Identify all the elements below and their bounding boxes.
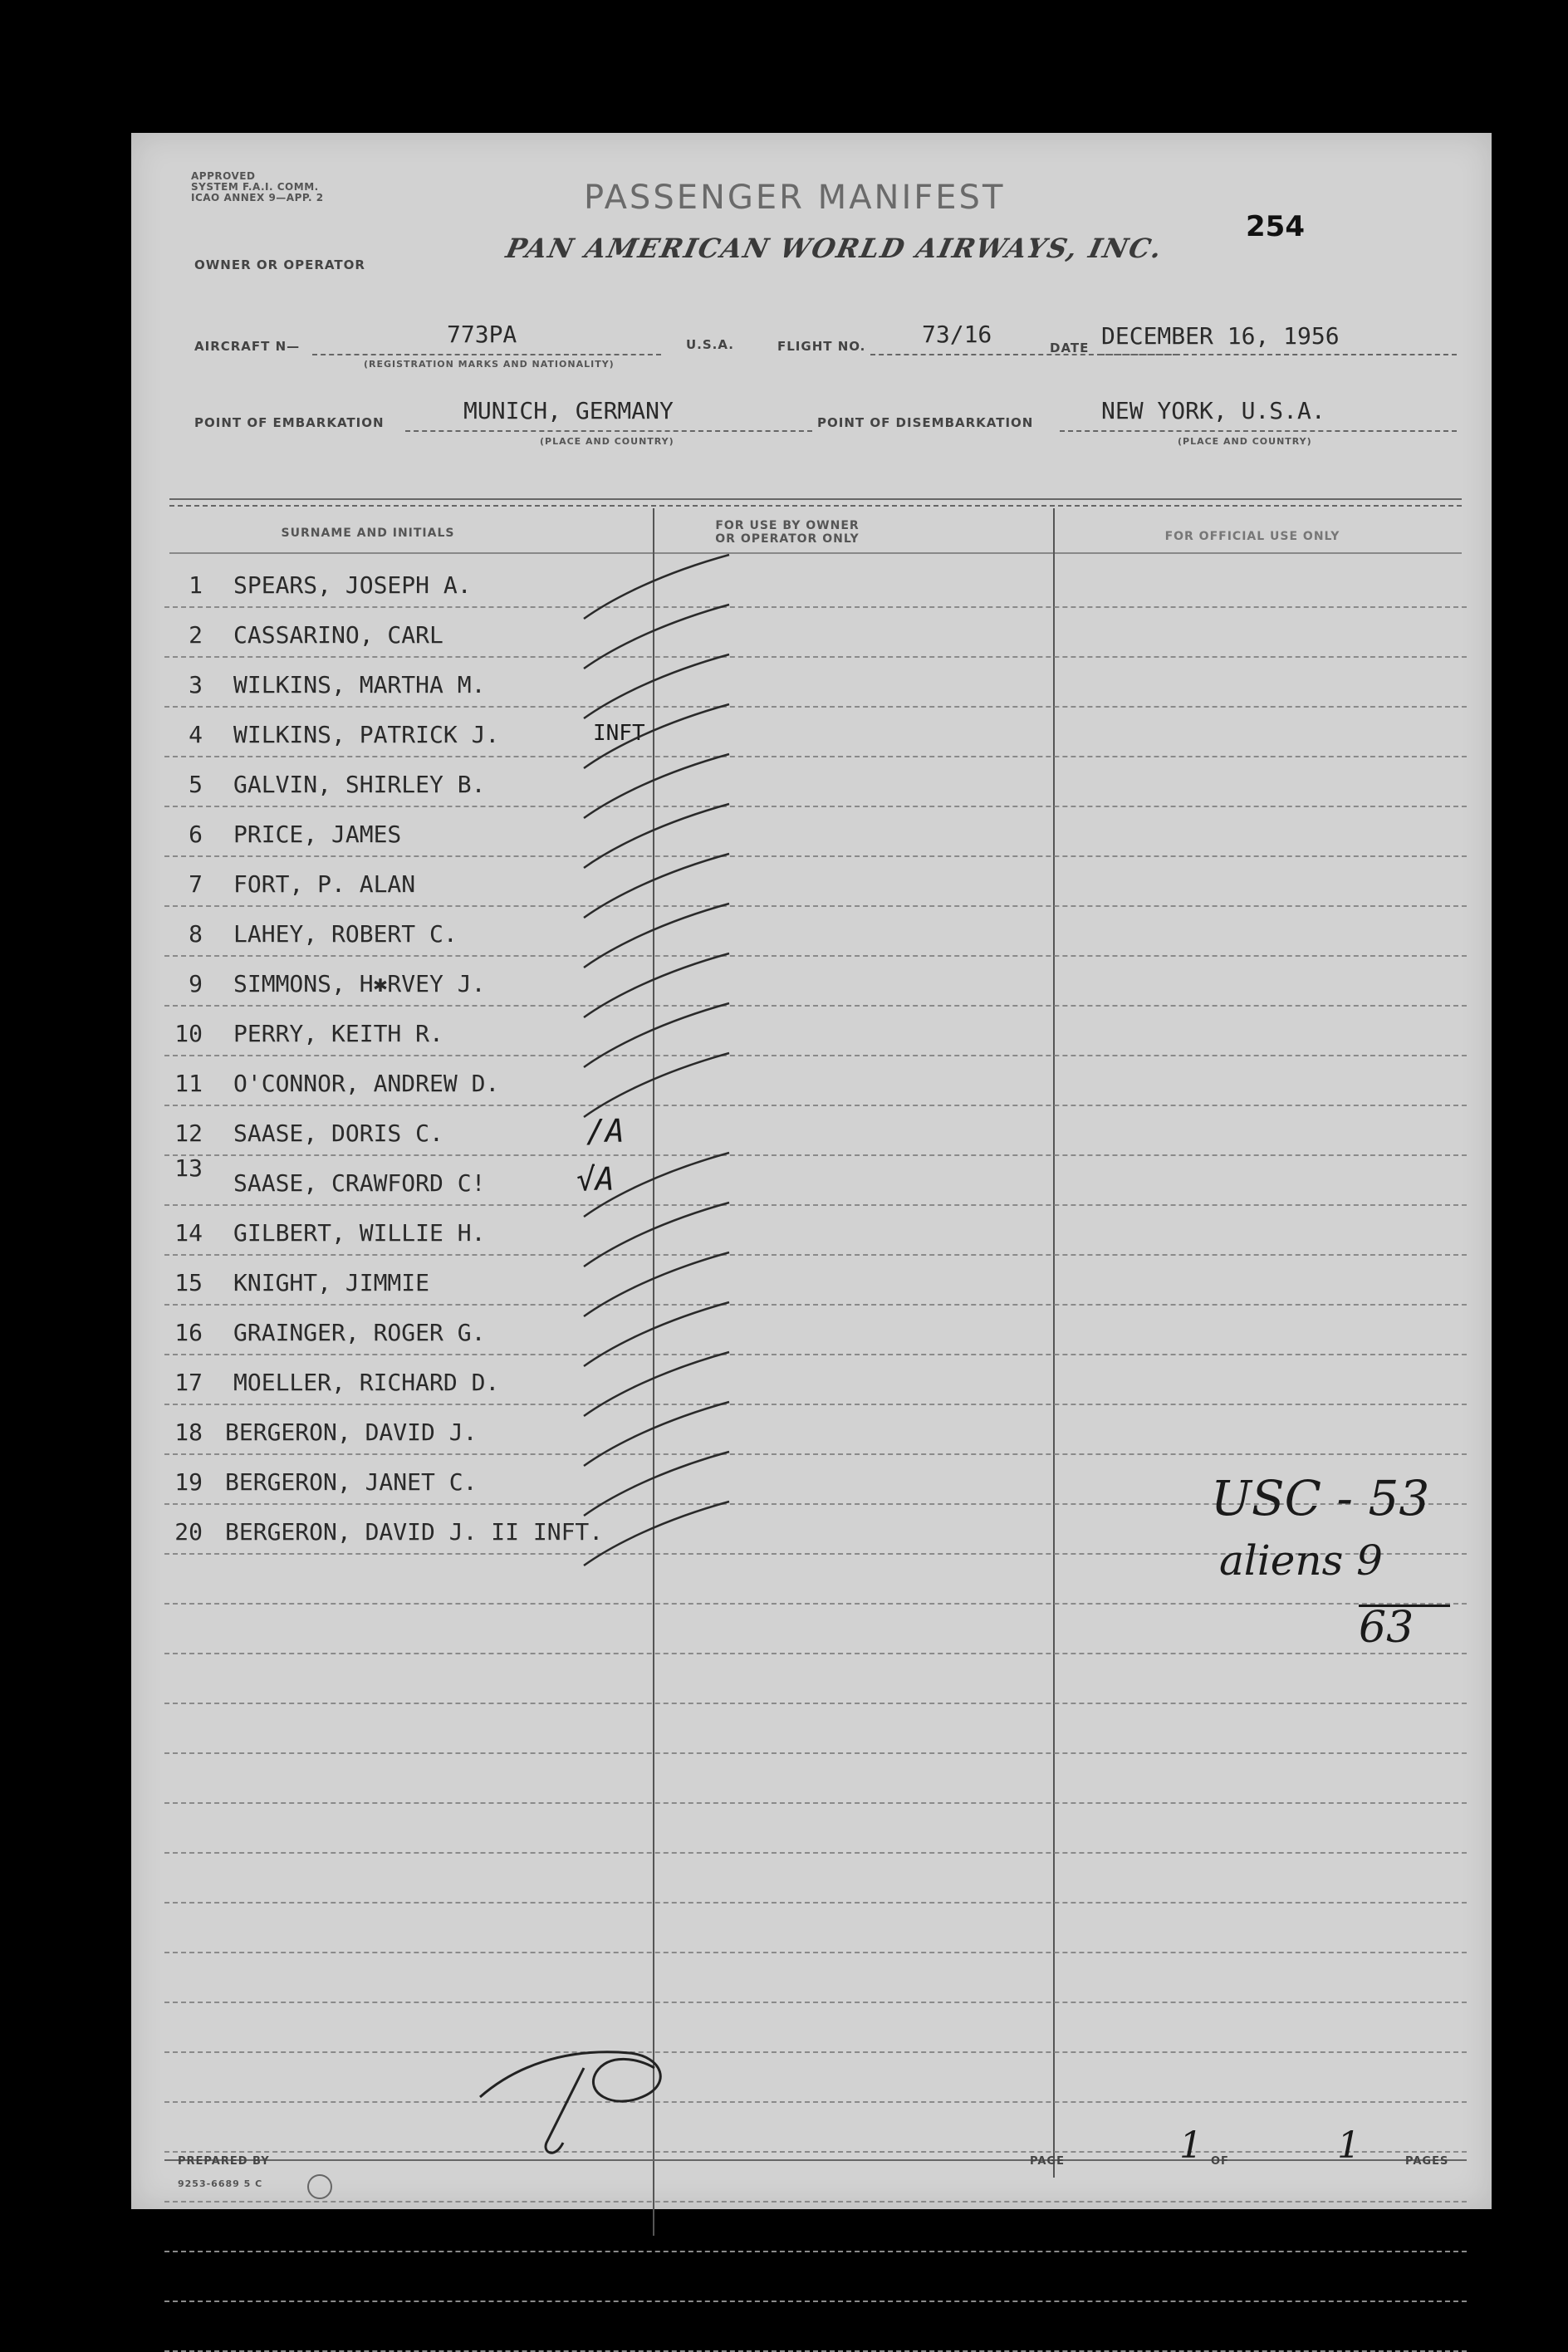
passenger-note: /A bbox=[586, 1113, 625, 1149]
passenger-number: 18 bbox=[174, 1419, 203, 1446]
passenger-name: WILKINS, MARTHA M. bbox=[233, 671, 486, 698]
passenger-name: SIMMONS, H✱RVEY J. bbox=[233, 970, 486, 997]
passenger-name: CASSARINO, CARL bbox=[233, 621, 443, 649]
passenger-name: PRICE, JAMES bbox=[233, 821, 402, 848]
passenger-number: 16 bbox=[174, 1319, 203, 1346]
passenger-name: BERGERON, DAVID J. II INFT. bbox=[225, 1518, 604, 1546]
embarkation-sublabel: (PLACE AND COUNTRY) bbox=[540, 436, 674, 447]
row-rule bbox=[164, 2251, 1467, 2252]
passenger-name: SAASE, CRAWFORD C! bbox=[233, 1169, 486, 1197]
passenger-name: SAASE, DORIS C. bbox=[233, 1120, 443, 1147]
passenger-name: BERGERON, JANET C. bbox=[225, 1468, 478, 1496]
embarkation-point: MUNICH, GERMANY bbox=[463, 397, 674, 424]
passenger-number: 17 bbox=[174, 1369, 203, 1396]
passenger-name: GRAINGER, ROGER G. bbox=[233, 1319, 486, 1346]
passenger-number: 2 bbox=[189, 621, 203, 649]
passenger-number: 3 bbox=[189, 671, 203, 698]
passenger-name: O'CONNOR, ANDREW D. bbox=[233, 1070, 500, 1097]
passenger-name: BERGERON, DAVID J. bbox=[225, 1419, 478, 1446]
union-seal-icon bbox=[307, 2174, 332, 2199]
passenger-note: INFT bbox=[593, 721, 645, 746]
tally-total: 63 bbox=[1359, 1603, 1414, 1653]
date-label: DATE bbox=[1050, 341, 1090, 355]
pages-label: PAGES bbox=[1405, 2155, 1449, 2168]
passenger-number: 5 bbox=[189, 771, 203, 798]
passenger-number: 12 bbox=[174, 1120, 203, 1147]
row-rule bbox=[164, 2301, 1467, 2302]
page-number: 254 bbox=[1246, 210, 1305, 243]
passenger-name: LAHEY, ROBERT C. bbox=[233, 920, 458, 948]
flight-date: DECEMBER 16, 1956 bbox=[1101, 322, 1340, 350]
official-use-column-header: FOR OFFICIAL USE ONLY bbox=[1164, 530, 1340, 543]
owner-label: OWNER OR OPERATOR bbox=[194, 257, 365, 272]
aircraft-country: U.S.A. bbox=[686, 337, 734, 352]
passenger-number: 6 bbox=[189, 821, 203, 848]
disembarkation-label: POINT OF DISEMBARKATION bbox=[817, 415, 1034, 430]
passenger-number: 19 bbox=[174, 1468, 203, 1496]
disembarkation-sublabel: (PLACE AND COUNTRY) bbox=[1178, 436, 1312, 447]
signature-mark bbox=[131, 133, 1492, 2209]
flight-label: FLIGHT NO. bbox=[777, 339, 866, 354]
form-code: 9253-6689 5 C bbox=[178, 2178, 263, 2189]
embarkation-label: POINT OF EMBARKATION bbox=[194, 415, 385, 430]
page-label: PAGE bbox=[1030, 2155, 1065, 2168]
passenger-number: 1 bbox=[189, 571, 203, 599]
tally-usc: USC - 53 bbox=[1211, 1470, 1430, 1526]
passenger-number: 20 bbox=[174, 1518, 203, 1546]
airline-name: PAN AMERICAN WORLD AIRWAYS, INC. bbox=[502, 233, 1166, 264]
registration-sublabel: (REGISTRATION MARKS AND NATIONALITY) bbox=[364, 359, 615, 370]
approval-line: ICAO ANNEX 9—APP. 2 bbox=[191, 192, 324, 203]
pages-value: 1 bbox=[1337, 2124, 1360, 2167]
passenger-name: PERRY, KEITH R. bbox=[233, 1020, 443, 1047]
surname-column-header: SURNAME AND INITIALS bbox=[281, 527, 455, 540]
owner-use-header-line: FOR USE BY OWNER bbox=[715, 519, 860, 532]
passenger-name: GALVIN, SHIRLEY B. bbox=[233, 771, 486, 798]
tally-aliens: aliens 9 bbox=[1219, 1536, 1383, 1585]
manifest-sheet bbox=[131, 133, 1492, 2209]
flight-number: 73/16 bbox=[922, 321, 992, 348]
passenger-number: 10 bbox=[174, 1020, 203, 1047]
passenger-number: 9 bbox=[189, 970, 203, 997]
disembarkation-point: NEW YORK, U.S.A. bbox=[1101, 397, 1325, 424]
approval-line: APPROVED bbox=[191, 170, 256, 182]
passenger-number: 14 bbox=[174, 1219, 203, 1247]
passenger-name: GILBERT, WILLIE H. bbox=[233, 1219, 486, 1247]
passenger-number: 8 bbox=[189, 920, 203, 948]
passenger-name: SPEARS, JOSEPH A. bbox=[233, 571, 472, 599]
aircraft-label: AIRCRAFT N— bbox=[194, 339, 301, 354]
aircraft-registration: 773PA bbox=[447, 321, 517, 348]
passenger-name: FORT, P. ALAN bbox=[233, 870, 416, 898]
passenger-number: 15 bbox=[174, 1269, 203, 1296]
passenger-number: 7 bbox=[189, 870, 203, 898]
prepared-by-label: PREPARED BY bbox=[178, 2155, 270, 2168]
passenger-name: KNIGHT, JIMMIE bbox=[233, 1269, 430, 1296]
form-title: PASSENGER MANIFEST bbox=[584, 179, 1006, 217]
of-label: OF bbox=[1211, 2155, 1229, 2168]
passenger-note: √A bbox=[576, 1161, 615, 1198]
owner-use-header-line: OR OPERATOR ONLY bbox=[715, 532, 860, 546]
page-value: 1 bbox=[1179, 2124, 1203, 2167]
passenger-number: 13 bbox=[174, 1154, 203, 1182]
passenger-name: WILKINS, PATRICK J. bbox=[233, 721, 500, 748]
approval-line: SYSTEM F.A.I. COMM. bbox=[191, 181, 319, 193]
passenger-number: 4 bbox=[189, 721, 203, 748]
passenger-number: 11 bbox=[174, 1070, 203, 1097]
passenger-name: MOELLER, RICHARD D. bbox=[233, 1369, 500, 1396]
